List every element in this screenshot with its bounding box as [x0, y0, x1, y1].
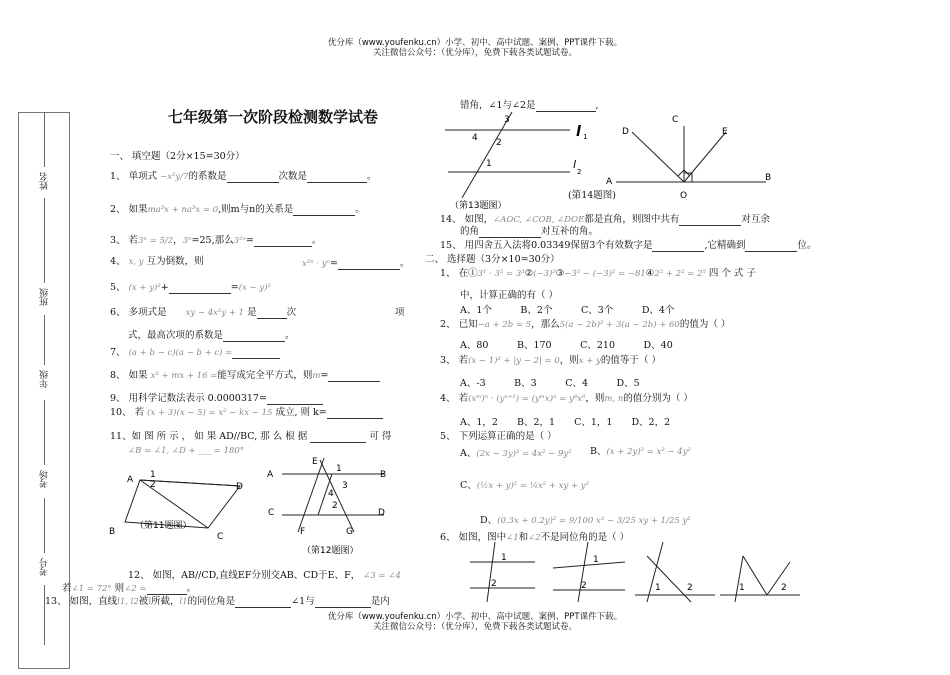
- grade-label: 年级: [40, 370, 50, 388]
- fig12-label-F: F: [300, 527, 306, 537]
- q3-text-a: 3、 若: [110, 235, 139, 246]
- q3-math-3: 3²ⁿ: [233, 236, 246, 246]
- q7-math-1: (a + b − c)(a − b + c) =: [128, 348, 233, 358]
- question-12-cont: 若∠1 = 72° 则∠2 = 。: [62, 583, 197, 594]
- footer-line-1: 优分库（www.youfenku.cn）小学、初中、高中试题、案例、PPT课件下载。: [327, 612, 623, 622]
- question-14-cont: 的角 对互补的角。: [460, 226, 599, 237]
- question-c2: 2、 已知−a + 2b = 5，那么5(a − 2b)² + 3(a − 2b) + 60的值为（ ）: [440, 319, 731, 330]
- svg-text:1: 1: [501, 553, 507, 563]
- question-14: 14、 如图，∠AOC, ∠COB, ∠DOE都是直角，则图中共有 对互余: [440, 214, 770, 225]
- q2-text-b: 则m与n的关系是: [221, 204, 294, 215]
- fig12-angle-3: 3: [342, 481, 348, 491]
- question-13: 13、 如图，直线l1, l2被l所截，l1的同位角是 ∠1与 是内: [45, 596, 390, 607]
- fig14-label-B: B: [765, 173, 772, 183]
- q2-math: ma³x + na³x = 0: [147, 205, 219, 215]
- header-line-1: 优分库（www.youfenku.cn）小学、初中、高中试题、案例、PPT课件下载。: [327, 38, 623, 48]
- fig14-label-E: E: [722, 127, 728, 137]
- fig13-caption: （第13题图）: [450, 201, 507, 210]
- question-8: 8、 如果 x² + mx + 16 =能写成完全平方式，则m=: [110, 370, 380, 382]
- class-label: 班级: [40, 288, 50, 306]
- fig12-label-D: D: [378, 508, 385, 518]
- fig13-angle-2: 2: [496, 138, 502, 148]
- svg-text:1: 1: [655, 583, 661, 593]
- section2-heading: 二、 选择题（3分×10=30分）: [425, 254, 560, 265]
- fig12-label-B: B: [380, 470, 387, 480]
- option-c: C、1，1: [574, 417, 613, 428]
- page-title: 七年级第一次阶段检测数学试卷: [168, 108, 379, 126]
- fig13-label-l2: l: [573, 158, 577, 171]
- question-c5-option-a: A、(2x − 3y)² = 4x² − 9y²: [460, 448, 572, 459]
- question-c1-cont: 中，计算正确的有（ ）: [460, 290, 559, 301]
- option-a: A、1个: [460, 305, 492, 316]
- question-9: 9、 用科学记数法表示 0.0000317=: [110, 393, 323, 405]
- svg-text:2: 2: [687, 583, 693, 593]
- option-d: D、40: [643, 340, 673, 351]
- question-c5-option-c: C、(½x + y)² = ¼x² + xy + y²: [460, 480, 590, 491]
- question-c1-options: [460, 305, 674, 317]
- q13-math-2: l: [148, 597, 152, 607]
- fig12-angle-4: 4: [328, 489, 334, 499]
- question-4: 4、 x, y 互为倒数，则: [110, 256, 204, 267]
- q2-text-a: 2、 如果: [110, 204, 148, 215]
- svg-text:2: 2: [491, 579, 497, 589]
- fig14-label-C: C: [672, 115, 679, 125]
- question-c4-options: [460, 417, 670, 429]
- option-d: D、5: [616, 378, 640, 389]
- q11-math-1: ∠B = ∠1, ∠D + ___ = 180°: [128, 446, 245, 456]
- svg-text:1: 1: [583, 133, 588, 141]
- q1-text-a: 1、 单项式: [110, 171, 158, 182]
- figure-12: [262, 452, 397, 560]
- question-c3: 3、 若(x − 1)² + |y − 2| = 0，则x + y的值等于（ ）: [440, 355, 661, 366]
- option-b: B、170: [516, 340, 552, 351]
- option-b: B、2，1: [516, 417, 556, 428]
- question-11-math: [128, 445, 244, 457]
- option-c: C、210: [580, 340, 616, 351]
- question-c1: 1、 在①3¹ · 3² = 3³②(−3)³③−3² − (−3)² = −81④2² + 2² = 2⁵ 四 个 式 子: [440, 268, 756, 279]
- q10-math-1: (x + 3)(x − 5) = x² − kx − 15: [147, 408, 273, 418]
- q4-math-2: x²ⁿ · yⁿ: [302, 259, 330, 269]
- number-label: 考号: [40, 558, 50, 576]
- question-4-answer: x²ⁿ · yⁿ= 。: [302, 258, 410, 269]
- option-a: A、1，2: [460, 417, 498, 428]
- figure-c6: [465, 540, 815, 605]
- svg-text:1: 1: [739, 583, 745, 593]
- fig11-angle-1: 1: [150, 470, 156, 480]
- fig14-caption: (第14题图): [568, 190, 617, 201]
- option-c: C、3个: [580, 305, 614, 316]
- fig12-caption: （第12题图）: [302, 546, 359, 556]
- fig12-angle-1: 1: [336, 464, 342, 474]
- q12-math-3: ∠2 =: [124, 584, 147, 594]
- figure-11: [105, 460, 255, 545]
- fig11-label-C: C: [217, 532, 224, 542]
- q12-math-2: ∠1 = 72°: [71, 584, 112, 594]
- grade-field-line[interactable]: [44, 400, 45, 465]
- q2-text-c: 。: [355, 204, 365, 215]
- option-d: D、4个: [641, 305, 675, 316]
- svg-text:2: 2: [577, 168, 582, 176]
- q1-text-d: 。: [367, 171, 377, 182]
- option-a: A、-3: [460, 378, 486, 389]
- question-c6: 6、 如图，图中∠1和∠2不是同位角的是（ ）: [440, 532, 630, 543]
- name-label: 姓名: [40, 172, 50, 190]
- question-7: 7、 (a + b − c)(a − b + c) =: [110, 347, 280, 359]
- q13-math-3: l1: [179, 597, 188, 607]
- option-b: B、3: [514, 378, 537, 389]
- fig11-label-B: B: [109, 527, 116, 537]
- option-d: D、2，2: [631, 417, 671, 428]
- fig13-label-l1: l: [576, 124, 581, 140]
- svg-text:2: 2: [581, 581, 587, 591]
- name-field-line[interactable]: [44, 198, 45, 283]
- fig13-angle-4: 4: [472, 133, 478, 143]
- fig12-label-G: G: [346, 527, 353, 537]
- room-field-line[interactable]: [44, 498, 45, 553]
- q6-math-1: xy − 4x²y + 1: [185, 308, 245, 318]
- section1-heading: 一、 填空题（2分×15=30分）: [110, 151, 245, 162]
- question-11: 11、如 图 所 示 ， 如 果 AD//BC, 那 么 根 据 可 得: [110, 431, 392, 442]
- question-2: 2、 如果ma³x + na³x = 0,则m与n的关系是 。: [110, 204, 365, 215]
- q3-math-2: 3ⁿ: [182, 236, 192, 246]
- svg-text:1: 1: [593, 555, 599, 565]
- q14-math-1: ∠AOC, ∠COB, ∠DOE: [493, 215, 585, 225]
- fig14-label-O: O: [680, 191, 688, 201]
- q8-math-2: m: [312, 371, 321, 381]
- question-13-cont: 错角，∠1与∠2是 ,: [460, 100, 599, 111]
- q5-math-1: (x + y)²: [128, 283, 161, 293]
- class-field-line[interactable]: [44, 315, 45, 365]
- question-1: [110, 171, 377, 183]
- question-3: 3、 若3ⁿ = 5/2，3ⁿ=25,那么3²ⁿ= 。: [110, 235, 322, 246]
- fig12-angle-2: 2: [332, 501, 338, 511]
- fig14-label-D: D: [622, 127, 629, 137]
- room-label: 考场: [40, 470, 50, 488]
- question-c3-options: [460, 378, 640, 390]
- q1-math: −x²y/7: [160, 172, 189, 182]
- fig12-label-A: A: [267, 470, 274, 480]
- q5-math-2: (x − y)²: [238, 283, 271, 293]
- fig11-angle-2: 2: [150, 480, 156, 490]
- option-c: C、4: [565, 378, 589, 389]
- figure-14: [598, 110, 778, 205]
- question-6-cont: 式，最高次项的系数是 。: [128, 330, 295, 341]
- q12-math-1: ∠3 = ∠4: [363, 571, 401, 581]
- fig11-label-D: D: [236, 482, 243, 492]
- svg-text:2: 2: [781, 583, 787, 593]
- fig11-caption: （第11题图）: [135, 521, 192, 531]
- fig12-label-E: E: [312, 457, 318, 467]
- fig13-angle-1: 1: [486, 159, 492, 169]
- question-c4: 4、 若(xᵐ)ⁿ · (yⁿ⁺¹) = (yᵐx)ⁿ = y⁸x⁶，则m, n的值分别为（ ）: [440, 393, 693, 404]
- footer-line-2: 关注微信公众号：（优分库），免费下载各类试题试卷。: [372, 622, 577, 632]
- question-10: 10、 若 (x + 3)(x − 5) = x² − kx − 15 成立, 则 k=: [110, 407, 383, 419]
- question-15: 15、 用四舍五入法将0.03349保留3个有效数字是 ,它精确到 位。: [440, 240, 817, 251]
- fig12-label-C: C: [268, 508, 275, 518]
- divider: [44, 112, 45, 167]
- question-5: 5、 (x + y)²+ =(x − y)²: [110, 282, 271, 293]
- question-12: 12、 如图，AB//CD,直线EF分别交AB、CD于E、F， ∠3 = ∠4: [128, 570, 401, 581]
- q13-math-1: l1, l2: [117, 597, 139, 607]
- fig14-label-A: A: [606, 177, 613, 187]
- question-6: 6、 多项式是 xy − 4x²y + 1 是 次: [110, 307, 297, 318]
- option-b: B、2个: [520, 305, 553, 316]
- q3-math-1: 3ⁿ = 5/2: [138, 236, 174, 246]
- question-c5-option-d: D、(0.3x + 0.2y)² = 9/100 x² − 3/25 xy + 1/25 y²: [480, 515, 691, 526]
- question-c5-option-b: B、(x + 2y)² = x² − 4y²: [590, 446, 691, 457]
- q4-math-1: x, y: [128, 257, 144, 267]
- q1-text-b: 的系数是: [188, 171, 227, 182]
- question-c5: 5、 下列运算正确的是（ ）: [440, 431, 557, 442]
- q8-math-1: x² + mx + 16 =: [150, 371, 218, 381]
- question-6-end: 项: [395, 307, 405, 318]
- fig11-label-A: A: [127, 475, 134, 485]
- fig13-angle-3: 3: [504, 115, 510, 125]
- question-c2-options: [460, 340, 673, 352]
- q1-text-c: 次数是: [278, 171, 308, 182]
- option-a: A、80: [460, 340, 489, 351]
- header-line-2: 关注微信公众号：（优分库），免费下载各类试题试卷。: [372, 48, 577, 58]
